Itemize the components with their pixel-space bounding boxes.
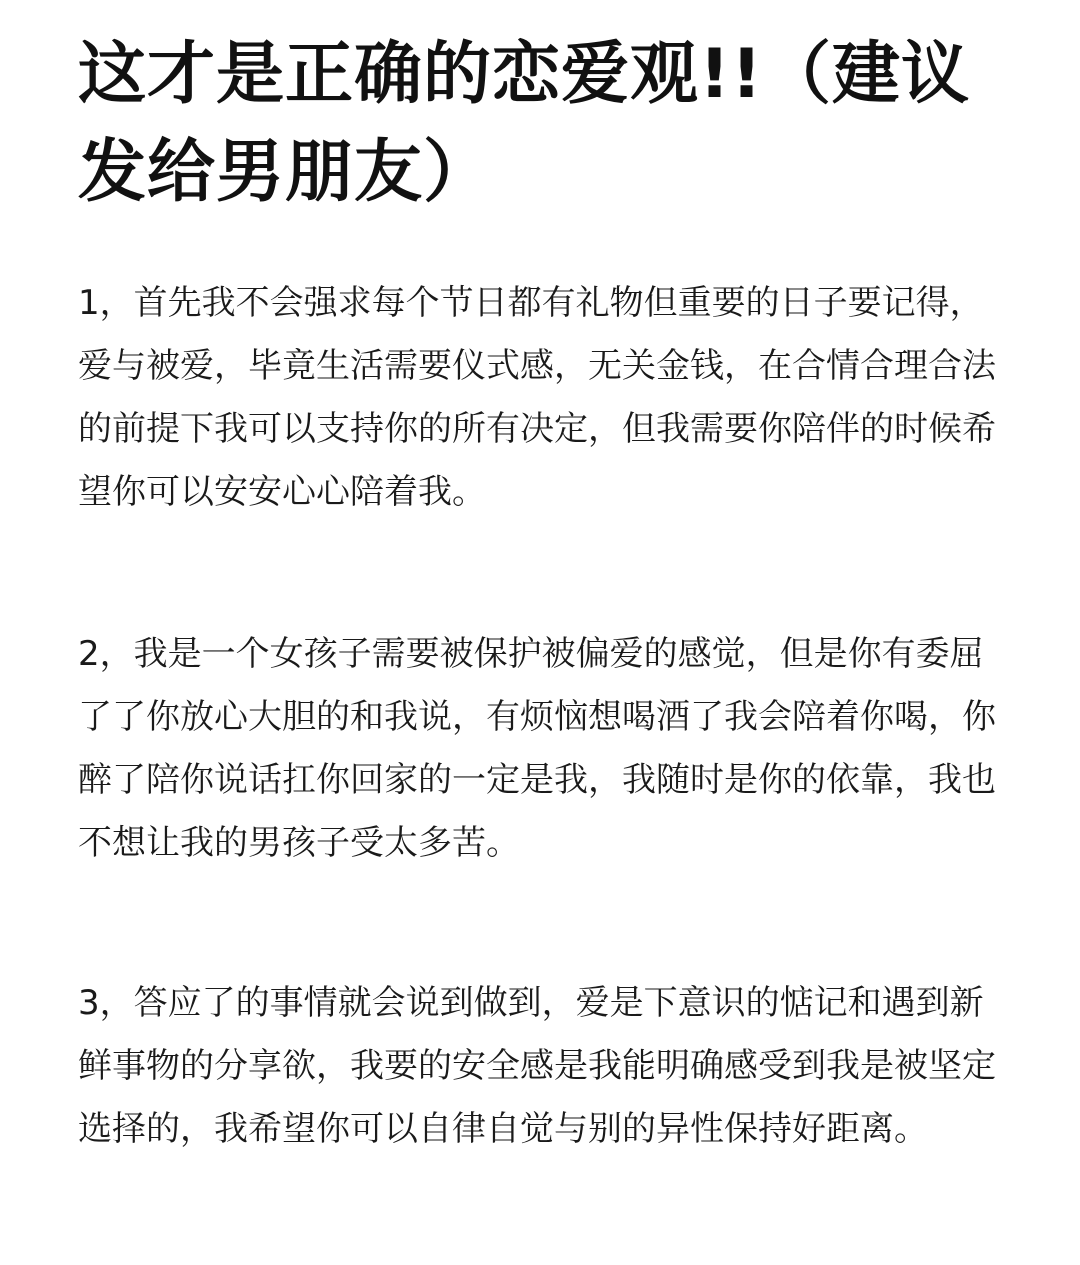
page-title: 这才是正确的恋爱观!!（建议发给男朋友） [78, 35, 971, 212]
paragraph-2: 2，我是一个女孩子需要被保护被偏爱的感觉，但是你有委屈了了你放心大胆的和我说，有烦恼想喝酒了我会陪着你喝，你醉了陪你说话扛你回家的一定是我，我随时是你的依靠，我也不想让我的男孩子受太多苦。 [78, 634, 996, 863]
paragraph-3: 3，答应了的事情就会说到做到，爱是下意识的惦记和遇到新鲜事物的分享欲，我要的安全感是我能明确感受到我是被坚定选择的，我希望你可以自律自觉与别的异性保持好距离。 [78, 983, 996, 1149]
paragraph-1: 1，首先我不会强求每个节日都有礼物但重要的日子要记得，爱与被爱，毕竟生活需要仪式感，无关金钱，在合情合理合法的前提下我可以支持你的所有决定，但我需要你陪伴的时候希望你可以安安心心陪着我。 [78, 283, 996, 512]
